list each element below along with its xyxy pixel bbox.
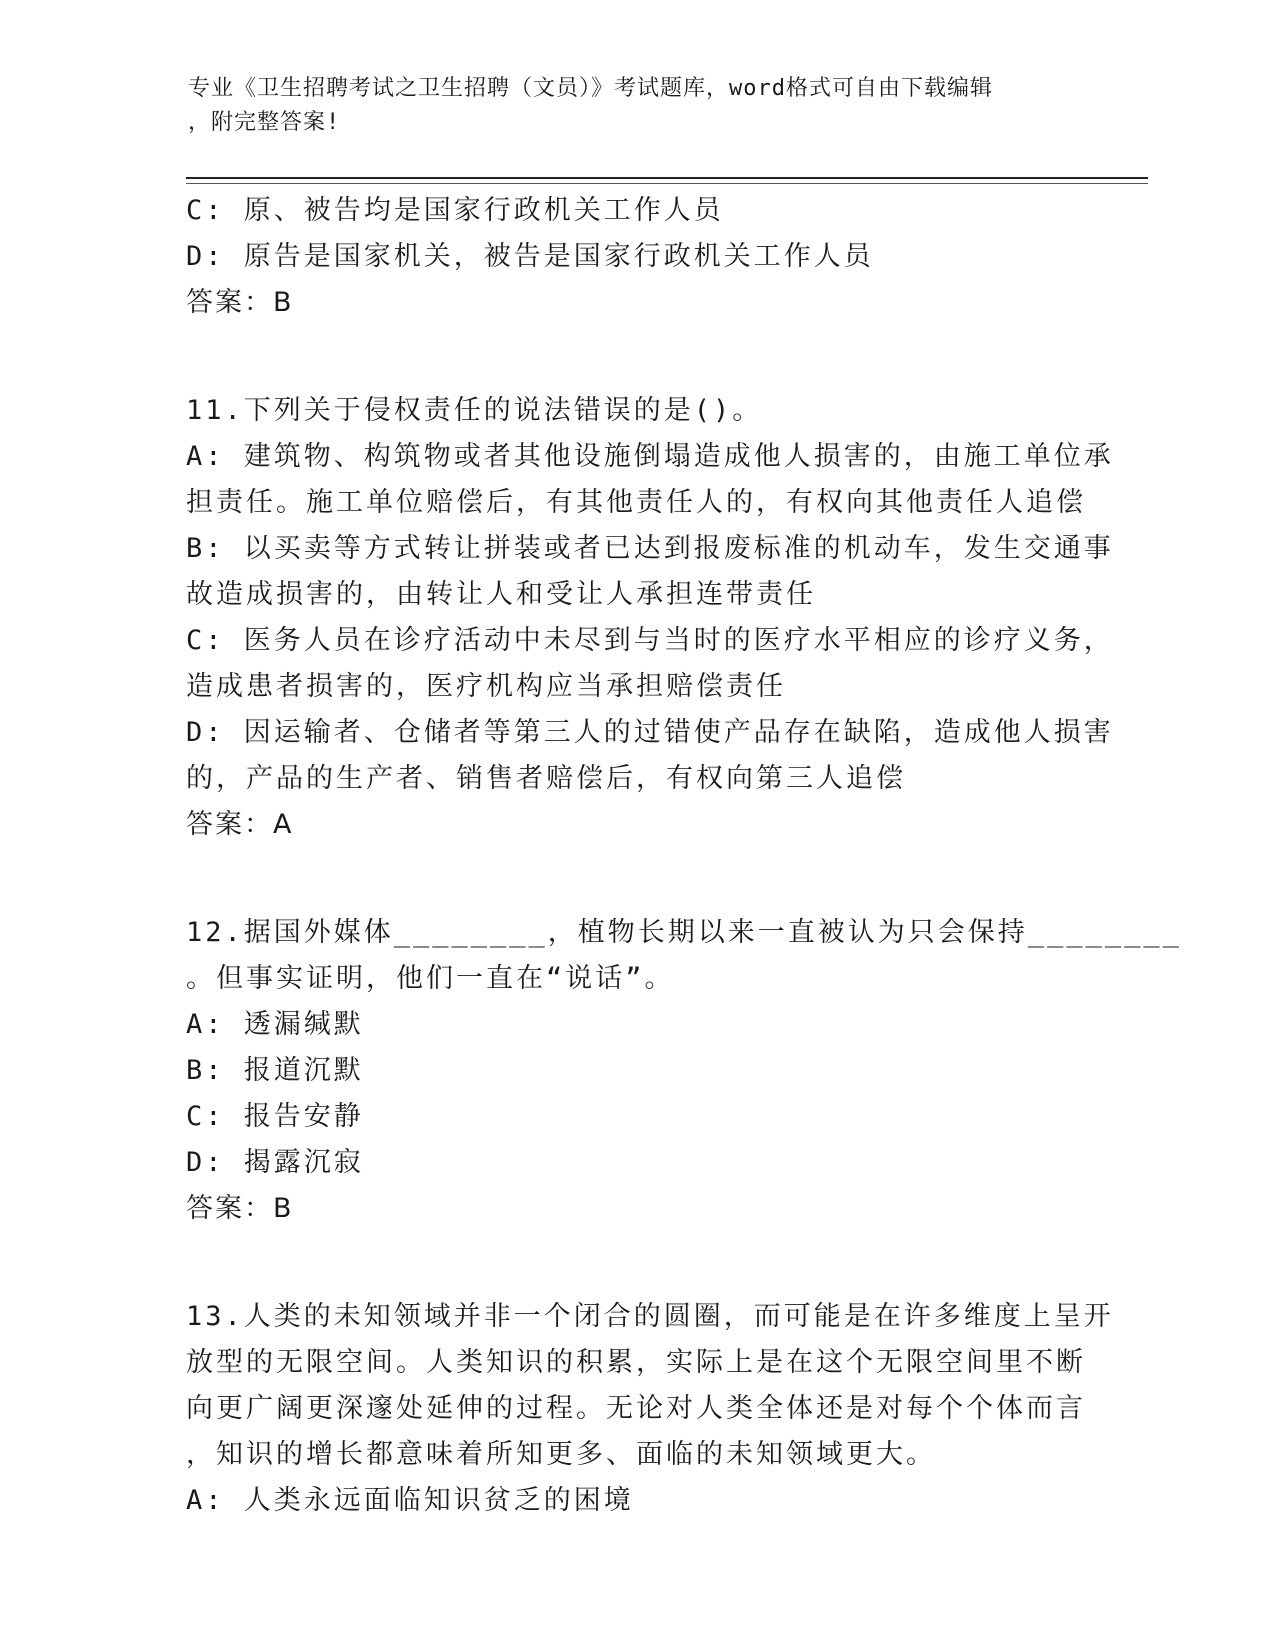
spacer: [186, 326, 1086, 388]
option-b-continued: 故造成损害的，由转让人和受让人承担连带责任: [186, 579, 816, 610]
option-a: A: 建筑物、构筑物或者其他设施倒塌造成他人损害的，由施工单位承: [186, 441, 1114, 472]
answer-label: 答案：B: [186, 287, 294, 318]
option-d: D: 揭露沉寂: [186, 1147, 364, 1178]
option-a: A: 透漏缄默: [186, 1009, 364, 1040]
spacer: [186, 1232, 1086, 1294]
option-d: D: 因运输者、仓储者等第三人的过错使产品存在缺陷，造成他人损害: [186, 717, 1114, 748]
question-list: [186, 188, 1182, 1524]
option-c: C: 原、被告均是国家行政机关工作人员: [186, 195, 724, 226]
option-c: C: 报告安静: [186, 1101, 364, 1132]
option-d-continued: 的，产品的生产者、销售者赔偿后，有权向第三人追偿: [186, 763, 906, 794]
question-stem: 11.下列关于侵权责任的说法错误的是()。: [186, 395, 763, 426]
header-title-line-1: 专业《卫生招聘考试之卫生招聘（文员）》考试题库，word格式可自由下载编辑: [188, 76, 993, 101]
answer-label: 答案：B: [186, 1193, 294, 1224]
header-divider-thick: [186, 177, 1148, 179]
answer-label: 答案：A: [186, 809, 294, 840]
question-stem-continued: 放型的无限空间。人类知识的积累，实际上是在这个无限空间里不断: [186, 1347, 1086, 1378]
question-10-tail: [186, 188, 1086, 326]
option-c-continued: 造成患者损害的，医疗机构应当承担赔偿责任: [186, 671, 786, 702]
spacer: [186, 848, 1086, 910]
question-stem: 12.据国外媒体________，植物长期以来一直被认为只会保持________: [186, 917, 1182, 948]
question-stem-continued: ，知识的增长都意味着所知更多、面临的未知领域更大。: [186, 1439, 936, 1470]
option-a-continued: 担责任。施工单位赔偿后，有其他责任人的，有权向其他责任人追偿: [186, 487, 1086, 518]
question-stem-continued: 向更广阔更深邃处延伸的过程。无论对人类全体还是对每个个体而言: [186, 1393, 1086, 1424]
header-divider-thin: [186, 183, 1148, 184]
question-12: [186, 910, 1182, 1232]
option-b: B: 以买卖等方式转让拼装或者已达到报废标准的机动车，发生交通事: [186, 533, 1114, 564]
option-d: D: 原告是国家机关，被告是国家行政机关工作人员: [186, 241, 874, 272]
option-a: A: 人类永远面临知识贫乏的困境: [186, 1485, 634, 1516]
option-c: C: 医务人员在诊疗活动中未尽到与当时的医疗水平相应的诊疗义务，: [186, 625, 1114, 656]
header-title-line-2: ，附完整答案!: [188, 110, 341, 135]
question-stem: 13.人类的未知领域并非一个闭合的圆圈，而可能是在许多维度上呈开: [186, 1301, 1114, 1332]
question-11: [186, 388, 1114, 848]
question-13: [186, 1294, 1114, 1524]
question-stem-continued: 。但事实证明，他们一直在“说话”。: [186, 963, 675, 994]
document-header: [188, 72, 1068, 140]
option-b: B: 报道沉默: [186, 1055, 364, 1086]
